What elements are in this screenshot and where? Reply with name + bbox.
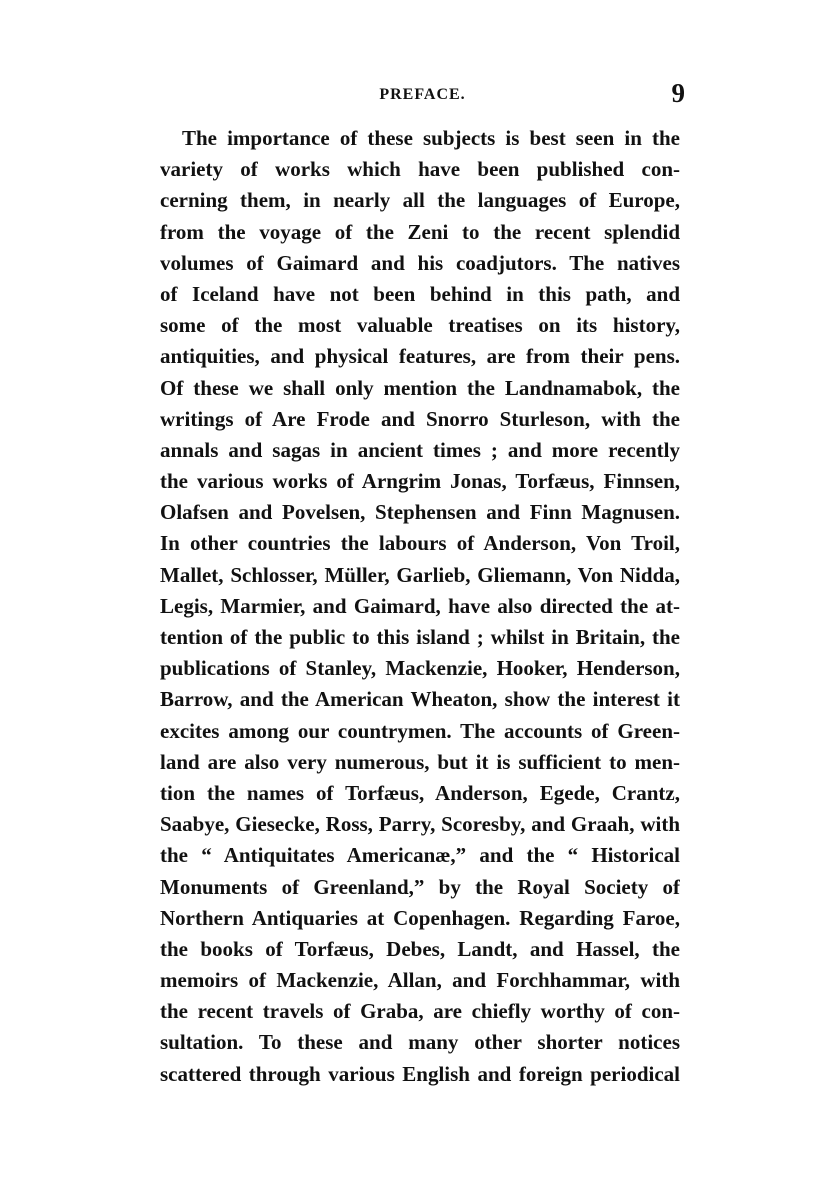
- running-title: PREFACE.: [379, 86, 466, 103]
- text-line: land are also very numerous, but it is sufficient to men-: [160, 749, 680, 774]
- text-line: the books of Torfæus, Debes, Landt, and Hassel, the: [160, 936, 680, 961]
- text-line: cerning them, in nearly all the languages of Europe,: [160, 188, 680, 213]
- text-line: Mallet, Schlosser, Müller, Garlieb, Gliemann, Von Nidda,: [160, 562, 680, 587]
- text-line: variety of works which have been published con-: [160, 157, 680, 182]
- text-line: the recent travels of Graba, are chiefly worthy of con-: [160, 999, 680, 1024]
- text-line: some of the most valuable treatises on its history,: [160, 313, 680, 338]
- body-paragraph: [160, 123, 680, 1090]
- page-number: 9: [671, 78, 685, 108]
- text-line: volumes of Gaimard and his coadjutors. The natives: [160, 250, 680, 275]
- text-line: In other countries the labours of Anderson, Von Troil,: [160, 531, 680, 556]
- text-line: Northern Antiquaries at Copenhagen. Regarding Faroe,: [160, 905, 680, 930]
- text-line: publications of Stanley, Mackenzie, Hooker, Henderson,: [160, 656, 680, 681]
- text-line: from the voyage of the Zeni to the recent splendid: [160, 219, 680, 244]
- text-line: Barrow, and the American Wheaton, show the interest it: [160, 687, 680, 712]
- text-line: annals and sagas in ancient times ; and more recently: [160, 437, 680, 462]
- text-line: The importance of these subjects is best seen in the: [182, 126, 680, 150]
- text-line: Monuments of Greenland,” by the Royal Society of: [160, 874, 680, 899]
- text-line: Olafsen and Povelsen, Stephensen and Finn Magnusen.: [160, 500, 680, 525]
- text-line: antiquities, and physical features, are from their pens.: [160, 344, 680, 369]
- text-line: excites among our countrymen. The accounts of Green-: [160, 718, 680, 743]
- text-line: the various works of Arngrim Jonas, Torfæus, Finnsen,: [160, 469, 680, 494]
- text-line: Saabye, Giesecke, Ross, Parry, Scoresby, and Graah, with: [160, 812, 680, 837]
- text-line: Of these we shall only mention the Landnamabok, the: [160, 375, 680, 400]
- text-line: sultation. To these and many other shorter notices: [160, 1030, 680, 1055]
- text-line: of Iceland have not been behind in this path, and: [160, 281, 680, 306]
- text-line: tention of the public to this island ; whilst in Britain, the: [160, 625, 680, 649]
- text-line: the “ Antiquitates Americanæ,” and the “ Historical: [160, 843, 680, 868]
- text-line: Legis, Marmier, and Gaimard, have also directed the at-: [160, 593, 680, 618]
- text-line: scattered through various English and foreign periodical: [160, 1061, 680, 1086]
- text-line: memoirs of Mackenzie, Allan, and Forchhammar, with: [160, 968, 680, 993]
- text-line: tion the names of Torfæus, Anderson, Egede, Crantz,: [160, 780, 680, 805]
- text-line: writings of Are Frode and Snorro Sturleson, with the: [160, 406, 680, 431]
- page-header: [160, 80, 685, 116]
